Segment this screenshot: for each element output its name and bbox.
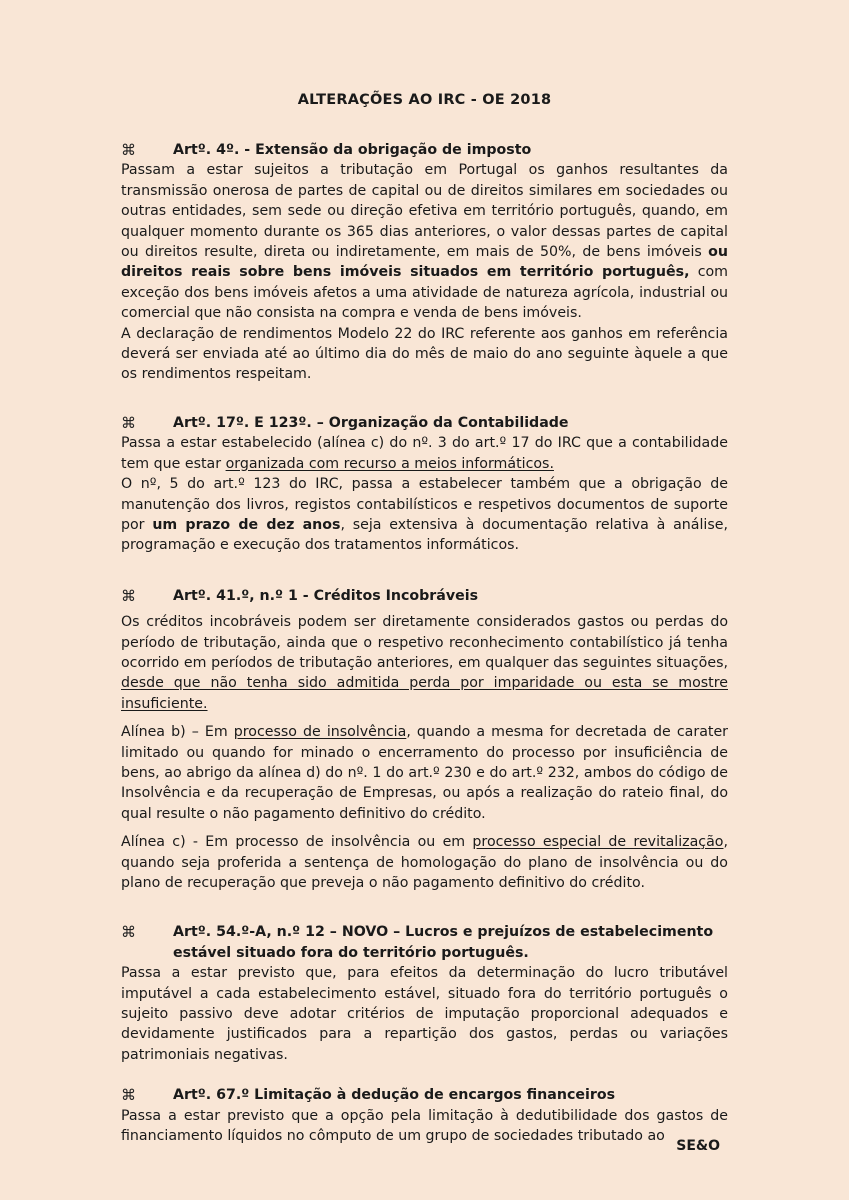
bold-text: um prazo de dez anos bbox=[152, 516, 341, 533]
paragraph: Alínea c) - Em processo de insolvência ou em processo especial de revitalização, quando seja proferida a sentença de homologação do plano de insolvência ou do plano de recuperação que preveja o não pagamento definitivo do crédito. bbox=[121, 834, 728, 891]
underlined-text: organizada com recurso a meios informáticos. bbox=[225, 455, 554, 472]
section-art-54a bbox=[121, 922, 728, 1065]
paragraph: Os créditos incobráveis podem ser diretamente considerados gastos ou perdas do período de tributação, ainda que o respetivo reconhecimento contabilístico já tenha ocorrido em períodos de tributação anteriores, em qualquer das seguintes situações, desde que não tenha sido admitida perda por imparidade ou esta se mostre insuficiente. bbox=[121, 614, 728, 712]
underlined-text: desde que não tenha sido admitida perda por imparidade ou esta se mostre insuficiente. bbox=[121, 675, 728, 712]
cross-stitch-icon: ⌘ bbox=[121, 586, 136, 605]
section-art-4 bbox=[121, 140, 728, 385]
section-heading: ⌘ Artº. 67.º Limitação à dedução de encargos financeiros bbox=[121, 1086, 616, 1105]
underlined-text: processo especial de revitalização bbox=[472, 834, 724, 851]
paragraph: Passa a estar previsto que, para efeitos da determinação do lucro tributável imputável a cada estabelecimento estável, situado fora do território português o sujeito passivo deve adotar critérios de imputação proporcional adequados e devidamente justificados para a repartição dos gastos, perdas ou variações patrimoniais negativas. bbox=[121, 965, 728, 1063]
cross-stitch-icon: ⌘ bbox=[121, 141, 136, 159]
bold-text: ou direitos reais sobre bens imóveis situados em território português, bbox=[121, 244, 728, 281]
paragraph: O nº, 5 do art.º 123 do IRC, passa a estabelecer também que a obrigação de manutenção dos livros, registos contabilísticos e respetivos documentos de suporte por um prazo de dez anos, seja extensiva à documentação relativa à análise, programação e execução dos tratamentos informáticos. bbox=[121, 476, 728, 554]
section-art-41 bbox=[121, 586, 728, 894]
underlined-text: processo de insolvência bbox=[233, 724, 407, 741]
section-heading: ⌘ Artº. 4º. - Extensão da obrigação de imposto bbox=[121, 141, 532, 159]
cross-stitch-icon: ⌘ bbox=[121, 923, 136, 942]
cross-stitch-icon: ⌘ bbox=[121, 413, 136, 432]
paragraph: A declaração de rendimentos Modelo 22 do IRC referente aos ganhos em referência deverá ser enviada até ao último dia do mês de maio do ano seguinte àquele a que os rendimentos respeitam. bbox=[121, 325, 728, 383]
paragraph: Alínea b) – Em processo de insolvência, quando a mesma for decretada de carater limitado ou quando for minado o encerramento do processo por insuficiência de bens, ao abrigo da alínea d) do nº. 1 do art.º 230 e do art.º 232, ambos do código de Insolvência e da recuperação de Empresas, ou após a realização do rateio final, do qual resulte o não pagamento definitivo do crédito. bbox=[121, 724, 729, 822]
paragraph: Passam a estar sujeitos a tributação em Portugal os ganhos resultantes da transmissão onerosa de partes de capital ou de direitos similares em sociedades ou outras entidades, sem sede ou direção efetiva em território português, quando, em qualquer momento durante os 365 dias anteriores, o valor dessas partes de capital ou direitos resulte, direta ou indiretamente, em mais de 50%, de bens imóveis ou direitos reais sobre bens imóveis situados em território português, com exceção dos bens imóveis afetos a uma atividade de natureza agrícola, industrial ou comercial que não consista na compra e venda de bens imóveis. bbox=[121, 162, 728, 322]
document-title: ALTERAÇÕES AO IRC - OE 2018 bbox=[297, 92, 552, 108]
section-heading: ⌘ Artº. 54.º-A, n.º 12 – NOVO – Lucros e prejuízos de estabelecimento estável situado fora do território português. bbox=[121, 923, 714, 961]
section-art-17-123 bbox=[121, 413, 728, 556]
section-heading: ⌘ Artº. 17º. E 123º. – Organização da Contabilidade bbox=[121, 413, 569, 432]
footer-signature: SE&O bbox=[676, 1138, 720, 1154]
paragraph: Passa a estar previsto que a opção pela limitação à dedutibilidade dos gastos de financiamento líquidos no cômputo de um grupo de sociedades tributado ao bbox=[121, 1107, 728, 1145]
document-body bbox=[121, 140, 728, 1146]
paragraph: Passa a estar estabelecido (alínea c) do nº. 3 do art.º 17 do IRC que a contabilidade tem que estar organizada com recurso a meios informáticos. bbox=[121, 435, 728, 472]
section-heading: ⌘ Artº. 41.º, n.º 1 - Créditos Incobráveis bbox=[121, 586, 479, 605]
cross-stitch-icon: ⌘ bbox=[121, 1086, 136, 1105]
